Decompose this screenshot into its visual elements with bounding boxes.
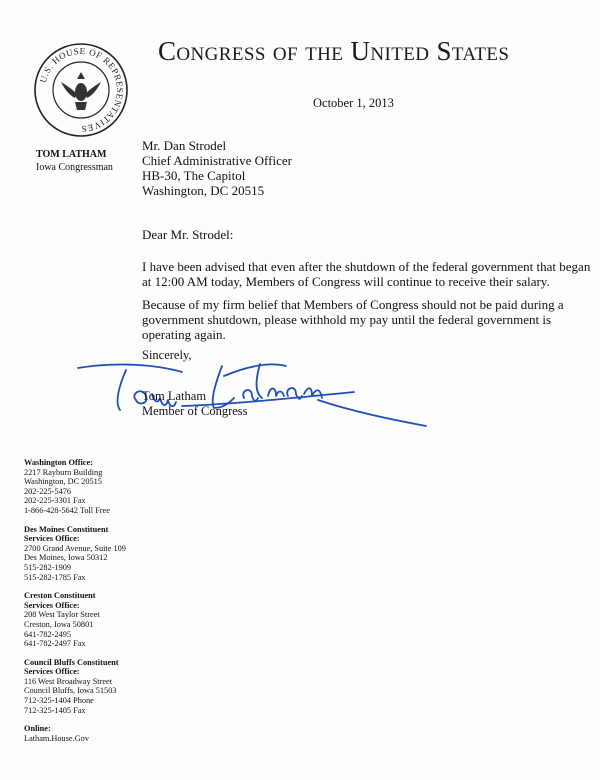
office-line: 641-782-2497 Fax bbox=[24, 639, 86, 649]
addressee-title: Chief Administrative Officer bbox=[142, 153, 292, 168]
office-creston bbox=[24, 591, 136, 649]
office-line: 515-282-1909 bbox=[24, 562, 72, 572]
office-title: Council Bluffs Constituent Services Office: bbox=[24, 657, 119, 677]
addressee-name: Mr. Dan Strodel bbox=[142, 138, 227, 153]
svg-text:U.S. HOUSE OF REPRESENTATIVES: U.S. HOUSE OF REPRESENTATIVES bbox=[37, 45, 126, 135]
addressee-block bbox=[142, 138, 292, 198]
addressee-address: HB-30, The Capitol bbox=[142, 168, 246, 183]
office-line: Council Bluffs, Iowa 51503 bbox=[24, 686, 117, 696]
office-washington bbox=[24, 458, 136, 516]
office-line: 641-782-2495 bbox=[24, 629, 72, 639]
member-name: TOM LATHAM bbox=[36, 149, 107, 160]
letter-date: October 1, 2013 bbox=[313, 96, 394, 110]
office-line: Creston, Iowa 50801 bbox=[24, 619, 94, 629]
signer-title: Member of Congress bbox=[142, 404, 248, 418]
office-line: 202-225-3301 Fax bbox=[24, 496, 86, 506]
closing: Sincerely, bbox=[142, 348, 192, 362]
office-line: 712-325-1404 Phone bbox=[24, 696, 94, 706]
office-line: 202-225-5476 bbox=[24, 486, 72, 496]
body-paragraph-2: Because of my firm belief that Members of Congress should not be paid during a government shutdown, please withhold my pay until the federal government is operating again. bbox=[142, 297, 564, 342]
office-line: Washington, DC 20515 bbox=[24, 477, 102, 487]
office-line: Des Moines, Iowa 50312 bbox=[24, 553, 108, 563]
house-seal-icon bbox=[33, 42, 129, 138]
office-title: Des Moines Constituent Services Office: bbox=[24, 524, 109, 544]
member-title: Iowa Congressman bbox=[36, 162, 113, 173]
office-des-moines bbox=[24, 525, 136, 583]
signer-block bbox=[142, 389, 248, 419]
office-line: 2217 Rayburn Building bbox=[24, 467, 103, 477]
member-block bbox=[36, 148, 113, 174]
addressee-city: Washington, DC 20515 bbox=[142, 183, 265, 198]
office-line: 208 West Taylor Street bbox=[24, 610, 100, 620]
office-title: Creston Constituent Services Office: bbox=[24, 591, 96, 610]
office-council-bluffs bbox=[24, 658, 136, 716]
office-title: Online: bbox=[24, 724, 51, 734]
office-line: 712-325-1405 Fax bbox=[24, 705, 86, 715]
handwritten-signature bbox=[74, 348, 434, 430]
office-online bbox=[24, 724, 136, 743]
office-line: 116 West Broadway Street bbox=[24, 676, 113, 686]
letterhead-title: Congress of the United States bbox=[158, 36, 510, 66]
salutation: Dear Mr. Strodel: bbox=[142, 227, 234, 242]
office-line: 2700 Grand Avenue, Suite 109 bbox=[24, 543, 126, 553]
office-title: Washington Office: bbox=[24, 458, 93, 467]
office-list bbox=[24, 458, 136, 752]
signer-name: Tom Latham bbox=[142, 389, 207, 403]
office-line: 1-866-428-5642 Toll Free bbox=[24, 505, 110, 515]
office-line: Latham.House.Gov bbox=[24, 733, 89, 743]
office-line: 515-282-1785 Fax bbox=[24, 572, 86, 582]
body-paragraph-1: I have been advised that even after the shutdown of the federal government that began at 12:00 AM today, Members of Congress will continue to receive their salary. bbox=[142, 259, 591, 289]
